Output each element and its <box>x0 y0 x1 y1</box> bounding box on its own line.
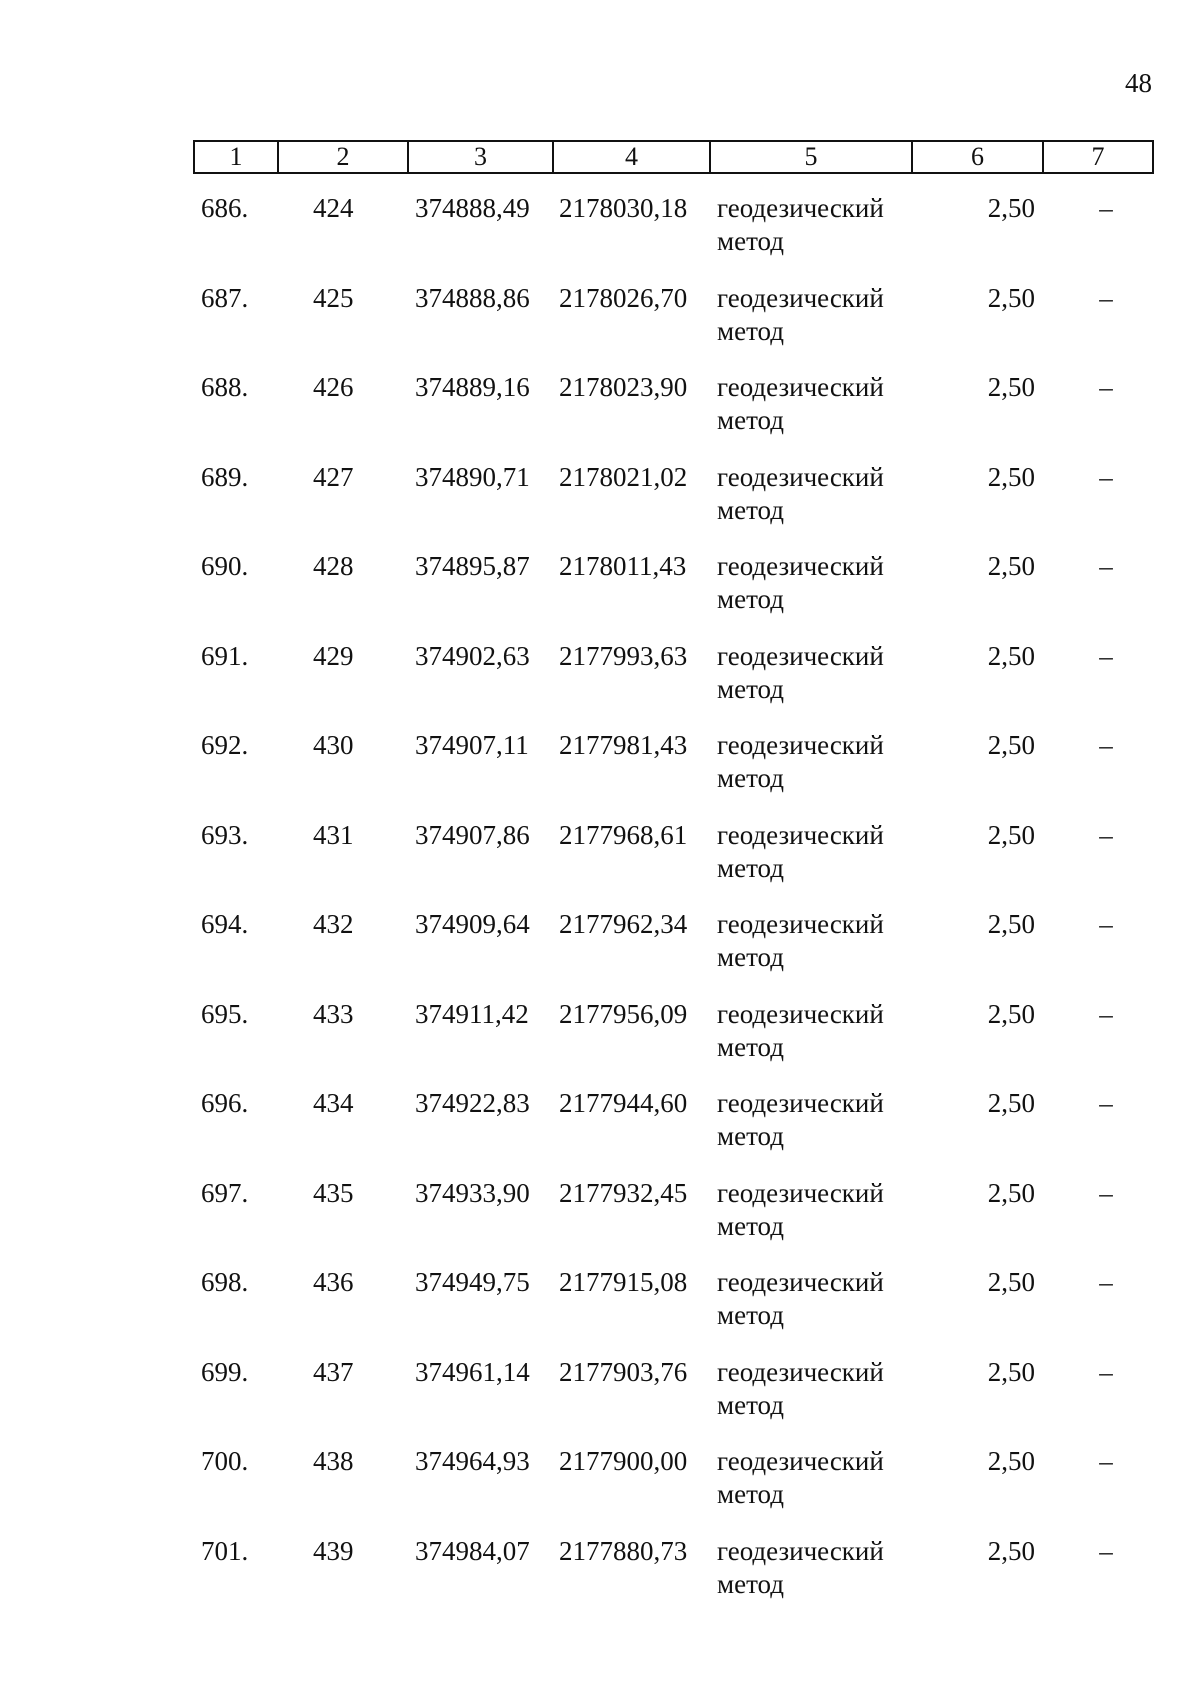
row-number: 693. <box>201 819 249 850</box>
determination-method: геодезический метод <box>717 1446 884 1509</box>
x-coordinate: 374909,64 <box>415 909 530 939</box>
table-row <box>193 992 1152 1082</box>
x-coordinate: 374961,14 <box>415 1356 530 1387</box>
note-value: – <box>1099 1356 1113 1387</box>
note-value: – <box>1099 730 1113 760</box>
table-row <box>193 1081 1152 1171</box>
note-value: – <box>1099 1177 1113 1208</box>
row-number: 686. <box>201 193 249 223</box>
determination-method: геодезический метод <box>717 909 884 972</box>
point-number: 424 <box>313 193 354 223</box>
accuracy-value: 2,50 <box>987 1446 1035 1476</box>
x-coordinate: 374902,63 <box>415 640 530 671</box>
accuracy-value: 2,50 <box>987 1535 1035 1566</box>
header-col-1: 1 <box>194 141 278 173</box>
y-coordinate: 2177993,63 <box>559 640 688 671</box>
y-coordinate: 2177962,34 <box>559 909 688 939</box>
point-number: 433 <box>313 998 354 1029</box>
y-coordinate: 2177944,60 <box>559 1088 688 1118</box>
determination-method: геодезический метод <box>717 193 884 256</box>
determination-method: геодезический метод <box>717 819 884 883</box>
accuracy-value: 2,50 <box>987 372 1035 402</box>
table-row <box>193 455 1152 545</box>
accuracy-value: 2,50 <box>987 819 1035 850</box>
determination-method: геодезический метод <box>717 282 884 346</box>
column-number-header <box>193 140 1154 174</box>
point-number: 432 <box>313 909 354 939</box>
point-number: 428 <box>313 551 354 581</box>
table-row <box>193 634 1152 724</box>
note-value: – <box>1099 1088 1113 1118</box>
determination-method: геодезический метод <box>717 1356 884 1420</box>
header-col-3: 3 <box>408 141 553 173</box>
y-coordinate: 2178011,43 <box>559 551 687 581</box>
coordinates-table-body <box>193 186 1152 1618</box>
accuracy-value: 2,50 <box>987 730 1035 760</box>
y-coordinate: 2177915,08 <box>559 1267 688 1297</box>
point-number: 435 <box>313 1177 354 1208</box>
accuracy-value: 2,50 <box>987 1088 1035 1118</box>
determination-method: геодезический метод <box>717 1267 884 1330</box>
accuracy-value: 2,50 <box>987 909 1035 939</box>
determination-method: геодезический метод <box>717 998 884 1062</box>
y-coordinate: 2177932,45 <box>559 1177 688 1208</box>
table-row <box>193 276 1152 366</box>
page-number: 48 <box>1125 68 1152 98</box>
determination-method: геодезический метод <box>717 372 884 435</box>
row-number: 687. <box>201 282 249 313</box>
row-number: 700. <box>201 1446 249 1476</box>
accuracy-value: 2,50 <box>987 1267 1035 1297</box>
y-coordinate: 2177900,00 <box>559 1446 688 1476</box>
table-row <box>193 1171 1152 1261</box>
determination-method: геодезический метод <box>717 640 884 704</box>
accuracy-value: 2,50 <box>987 1177 1035 1208</box>
row-number: 691. <box>201 640 249 671</box>
x-coordinate: 374888,49 <box>415 193 530 223</box>
table-row <box>193 723 1152 813</box>
table-row <box>193 1439 1152 1529</box>
accuracy-value: 2,50 <box>987 551 1035 581</box>
point-number: 430 <box>313 730 354 760</box>
table-row <box>193 1260 1152 1350</box>
x-coordinate: 374911,42 <box>415 998 529 1029</box>
x-coordinate: 374933,90 <box>415 1177 530 1208</box>
accuracy-value: 2,50 <box>987 998 1035 1029</box>
x-coordinate: 374949,75 <box>415 1267 530 1297</box>
note-value: – <box>1099 640 1113 671</box>
note-value: – <box>1099 372 1113 402</box>
y-coordinate: 2178026,70 <box>559 282 688 313</box>
table-row <box>193 544 1152 634</box>
x-coordinate: 374890,71 <box>415 461 530 492</box>
y-coordinate: 2177981,43 <box>559 730 688 760</box>
accuracy-value: 2,50 <box>987 461 1035 492</box>
row-number: 701. <box>201 1535 249 1566</box>
determination-method: геодезический метод <box>717 551 884 614</box>
table-row <box>193 902 1152 992</box>
note-value: – <box>1099 998 1113 1029</box>
y-coordinate: 2178030,18 <box>559 193 688 223</box>
header-col-5: 5 <box>710 141 912 173</box>
point-number: 436 <box>313 1267 354 1297</box>
row-number: 699. <box>201 1356 249 1387</box>
row-number: 690. <box>201 551 249 581</box>
table-row <box>193 186 1152 276</box>
x-coordinate: 374907,11 <box>415 730 529 760</box>
note-value: – <box>1099 1267 1113 1297</box>
determination-method: геодезический метод <box>717 1088 884 1151</box>
accuracy-value: 2,50 <box>987 640 1035 671</box>
row-number: 696. <box>201 1088 249 1118</box>
point-number: 434 <box>313 1088 354 1118</box>
table-row <box>193 1350 1152 1440</box>
accuracy-value: 2,50 <box>987 193 1035 223</box>
determination-method: геодезический метод <box>717 1535 884 1599</box>
x-coordinate: 374984,07 <box>415 1535 530 1566</box>
accuracy-value: 2,50 <box>987 282 1035 313</box>
table-row <box>193 1529 1152 1619</box>
note-value: – <box>1099 909 1113 939</box>
determination-method: геодезический метод <box>717 461 884 525</box>
note-value: – <box>1099 819 1113 850</box>
row-number: 697. <box>201 1177 249 1208</box>
y-coordinate: 2177956,09 <box>559 998 688 1029</box>
header-col-4: 4 <box>553 141 710 173</box>
table-row <box>193 813 1152 903</box>
determination-method: геодезический метод <box>717 730 884 793</box>
x-coordinate: 374895,87 <box>415 551 530 581</box>
table-row <box>193 365 1152 455</box>
point-number: 437 <box>313 1356 354 1387</box>
point-number: 429 <box>313 640 354 671</box>
note-value: – <box>1099 282 1113 313</box>
y-coordinate: 2178023,90 <box>559 372 688 402</box>
point-number: 427 <box>313 461 354 492</box>
header-col-7: 7 <box>1043 141 1153 173</box>
note-value: – <box>1099 1446 1113 1476</box>
x-coordinate: 374964,93 <box>415 1446 530 1476</box>
note-value: – <box>1099 1535 1113 1566</box>
y-coordinate: 2177968,61 <box>559 819 688 850</box>
determination-method: геодезический метод <box>717 1177 884 1241</box>
y-coordinate: 2177880,73 <box>559 1535 688 1566</box>
row-number: 689. <box>201 461 249 492</box>
x-coordinate: 374888,86 <box>415 282 530 313</box>
note-value: – <box>1099 551 1113 581</box>
row-number: 688. <box>201 372 249 402</box>
point-number: 426 <box>313 372 354 402</box>
point-number: 439 <box>313 1535 354 1566</box>
y-coordinate: 2177903,76 <box>559 1356 688 1387</box>
header-col-2: 2 <box>278 141 408 173</box>
x-coordinate: 374922,83 <box>415 1088 530 1118</box>
x-coordinate: 374907,86 <box>415 819 530 850</box>
x-coordinate: 374889,16 <box>415 372 530 402</box>
point-number: 438 <box>313 1446 354 1476</box>
note-value: – <box>1099 193 1113 223</box>
accuracy-value: 2,50 <box>987 1356 1035 1387</box>
row-number: 698. <box>201 1267 249 1297</box>
row-number: 694. <box>201 909 249 939</box>
point-number: 425 <box>313 282 354 313</box>
row-number: 692. <box>201 730 249 760</box>
row-number: 695. <box>201 998 249 1029</box>
point-number: 431 <box>313 819 354 850</box>
note-value: – <box>1099 461 1113 492</box>
y-coordinate: 2178021,02 <box>559 461 688 492</box>
header-col-6: 6 <box>912 141 1043 173</box>
